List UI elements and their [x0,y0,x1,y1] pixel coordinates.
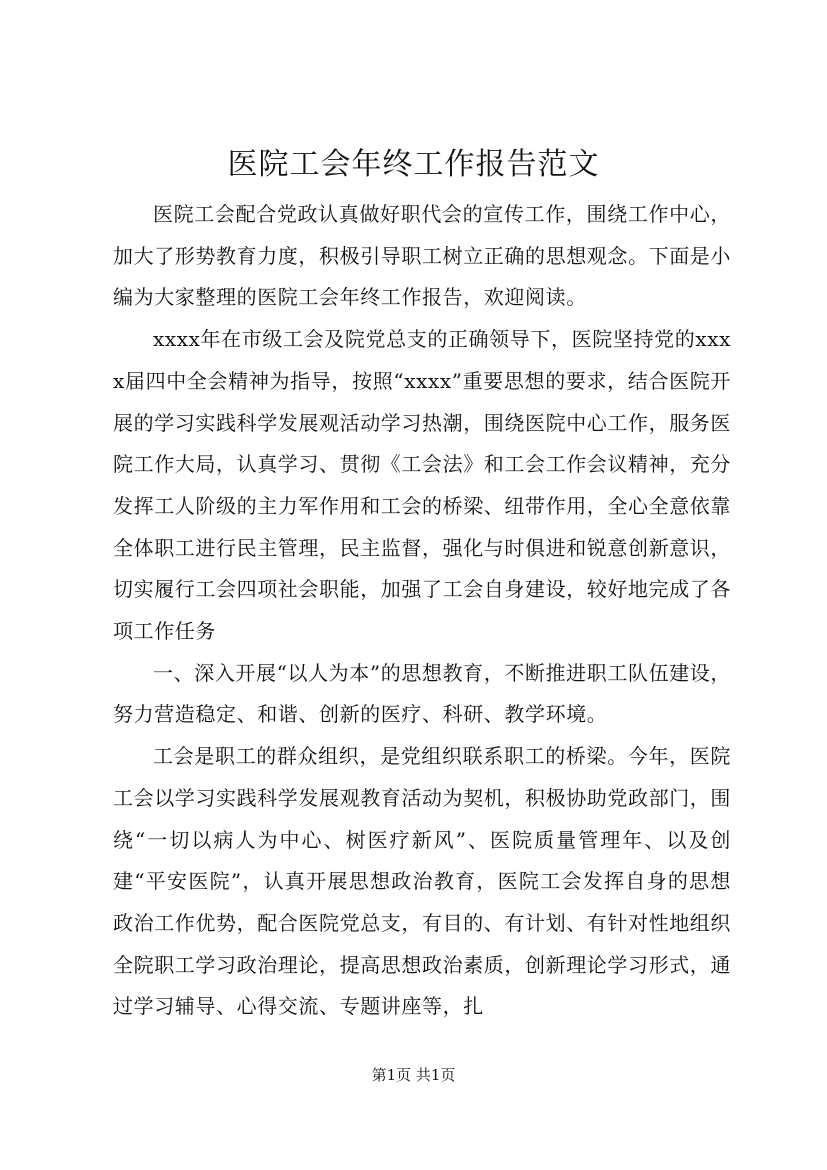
paragraph-intro: 医院工会配合党政认真做好职代会的宣传工作，围绕工作中心，加大了形势教育力度，积极引导职工树立正确的思想观念。下面是小编为大家整理的医院工会年终工作报告，欢迎阅读。 [113,202,731,310]
document-title: 医院工会年终工作报告范文 [227,147,600,182]
paragraph-leadership: xxxx年在市级工会及院党总支的正确领导下，医院坚持党的xxxx届四中全会精神为指导，按照“xxxx”重要思想的要求，结合医院开展的学习实践科学发展观活动学习热潮，围绕医院中心工作，服务医院工作大局，认真学习、贯彻《工会法》和工会工作会议精神，充分发挥工人阶级的主力军作用和工会的桥梁、纽带作用，全心全意依靠全体职工进行民主管理，民主监督，强化与时俱进和锐意创新意识，切实履行工会四项社会职能，加强了工会自身建设，较好地完成了各项工作任务 [113,327,731,644]
document-body [113,194,731,1028]
paragraph-union-role: 工会是职工的群众组织，是党组织联系职工的桥梁。今年，医院工会以学习实践科学发展观教育活动为契机，积极协助党政部门，围绕“一切以病人为中心、树医疗新风”、医院质量管理年、以及创建“平安医院”，认真开展思想政治教育，医院工会发挥自身的思想政治工作优势，配合医院党总支，有目的、有计划、有针对性地组织全院职工学习政治理论，提高思想政治素质，创新理论学习形式，通过学习辅导、心得交流、专题讲座等，扎 [113,744,731,1019]
paragraph-section-one-heading: 一、深入开展“以人为本”的思想教育，不断推进职工队伍建设，努力营造稳定、和谐、创新的医疗、科研、教学环境。 [113,660,731,727]
page-footer: 第1页 共1页 [371,1066,456,1084]
